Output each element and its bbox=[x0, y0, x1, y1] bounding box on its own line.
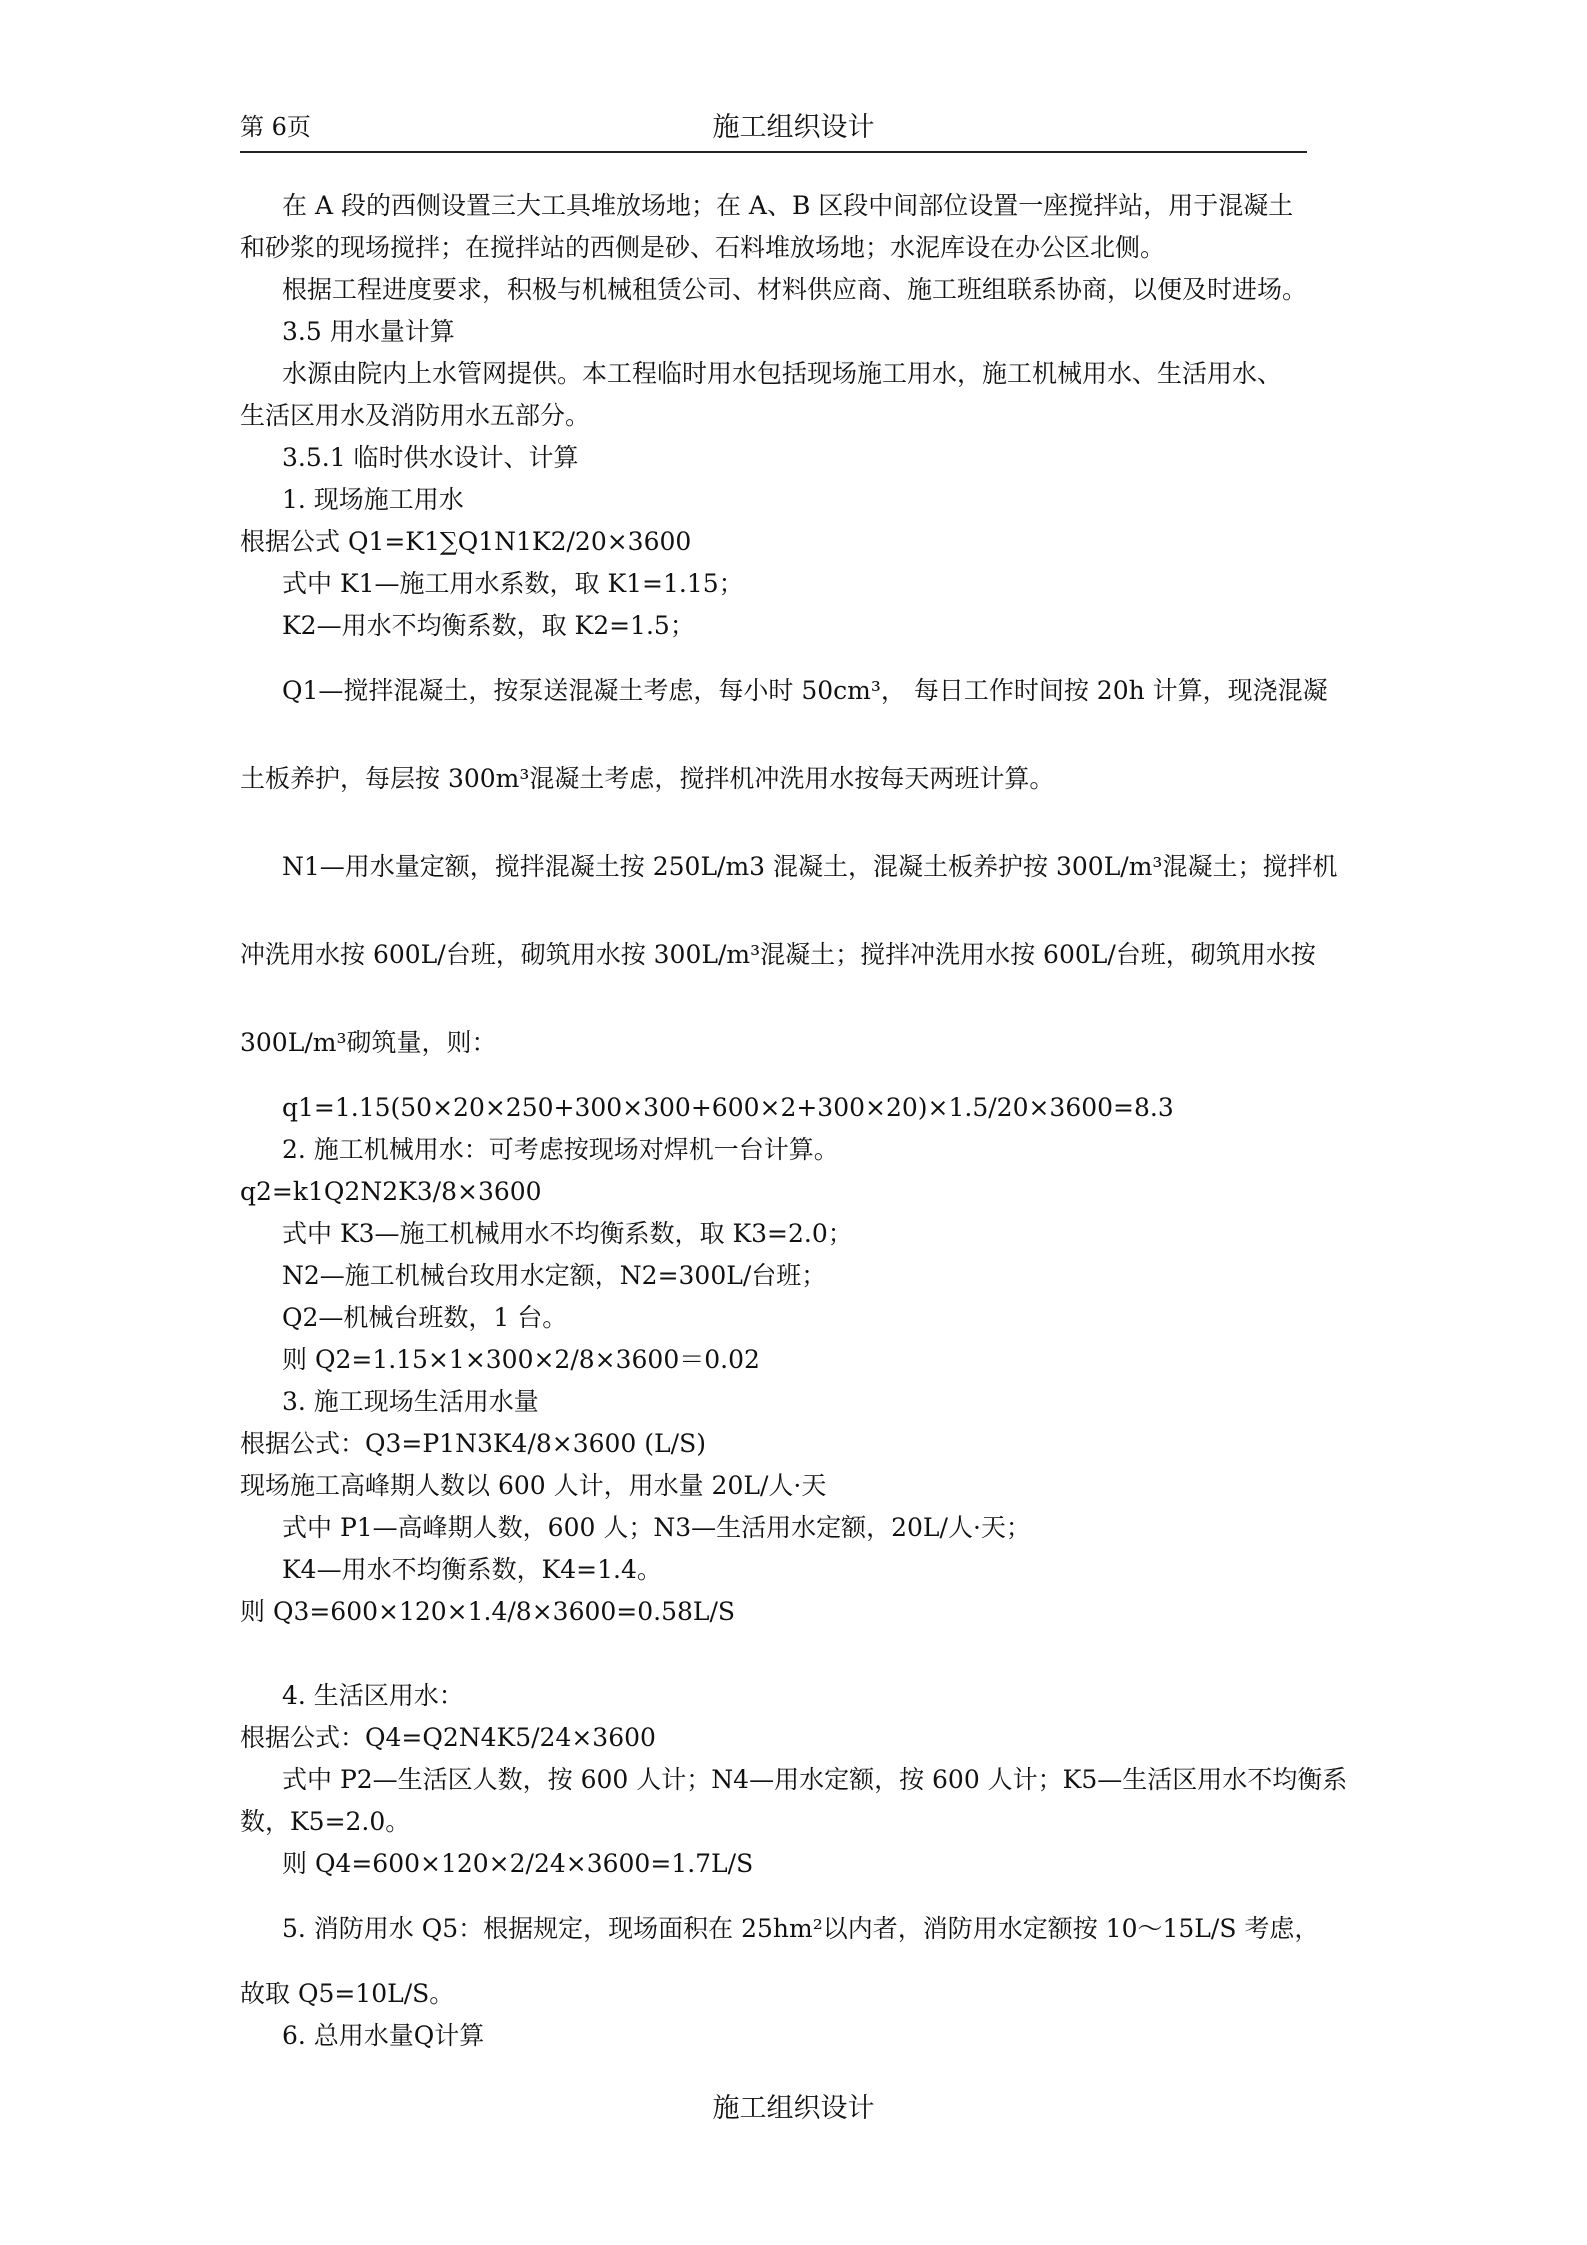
paragraph-line: 现场施工高峰期人数以 600 人计，用水量 20L/人·天 bbox=[240, 1471, 827, 1500]
page-number: 第 6页 bbox=[240, 113, 311, 141]
subsection-heading: 3.5.1 临时供水设计、计算 bbox=[282, 443, 579, 472]
paragraph-line: 数，K5=2.0。 bbox=[240, 1807, 411, 1836]
paragraph-line: 故取 Q5=10L/S。 bbox=[240, 1979, 455, 2008]
paragraph-line: 根据工程进度要求，积极与机械租赁公司、材料供应商、施工班组联系协商，以便及时进场。 bbox=[282, 275, 1308, 304]
paragraph-line: 水源由院内上水管网提供。本工程临时用水包括现场施工用水，施工机械用水、生活用水、 bbox=[282, 359, 1283, 388]
formula-line: 则 Q4=600×120×2/24×3600=1.7L/S bbox=[282, 1849, 754, 1878]
page-footer: 施工组织设计 bbox=[712, 2093, 875, 2124]
formula-line: 根据公式：Q3=P1N3K4/8×3600 (L/S) bbox=[240, 1429, 706, 1458]
formula-line: 根据公式：Q4=Q2N4K5/24×3600 bbox=[240, 1723, 656, 1752]
paragraph-line: 在 A 段的西侧设置三大工具堆放场地；在 A、B 区段中间部位设置一座搅拌站，用于混凝土 bbox=[282, 191, 1294, 220]
formula-line: 根据公式 Q1=K1∑Q1N1K2/20×3600 bbox=[240, 527, 692, 556]
formula-line: q1=1.15(50×20×250+300×300+600×2+300×20)×1.5/20×3600=8.3 bbox=[282, 1093, 1174, 1122]
item-heading: 1. 现场施工用水 bbox=[282, 485, 464, 514]
paragraph-line: Q1—搅拌混凝土，按泵送混凝土考虑，每小时 50cm³， 每日工作时间按 20h 计算，现浇混凝 bbox=[282, 676, 1328, 705]
item-heading: 4. 生活区用水： bbox=[282, 1681, 464, 1710]
paragraph-line: 300L/m³砌筑量，则： bbox=[240, 1028, 497, 1057]
paragraph-line: K4—用水不均衡系数，K4=1.4。 bbox=[282, 1555, 662, 1584]
formula-line: q2=k1Q2N2K3/8×3600 bbox=[240, 1177, 542, 1206]
paragraph-line: 5. 消防用水 Q5：根据规定，现场面积在 25hm²以内者，消防用水定额按 10～15L/S 考虑， bbox=[282, 1914, 1320, 1943]
paragraph-line: 生活区用水及消防用水五部分。 bbox=[240, 401, 591, 430]
paragraph-line: N1—用水量定额，搅拌混凝土按 250L/m3 混凝土，混凝土板养护按 300L/m³混凝土；搅拌机 bbox=[282, 852, 1338, 881]
paragraph-line: 式中 P1—高峰期人数，600 人；N3—生活用水定额，20L/人·天； bbox=[282, 1513, 1031, 1542]
paragraph-line: 式中 K1—施工用水系数，取 K1=1.15； bbox=[282, 569, 744, 598]
paragraph-line: K2—用水不均衡系数，取 K2=1.5； bbox=[282, 611, 695, 640]
paragraph-line: 和砂浆的现场搅拌；在搅拌站的西侧是砂、石料堆放场地；水泥库设在办公区北侧。 bbox=[240, 233, 1166, 262]
item-heading: 3. 施工现场生活用水量 bbox=[282, 1387, 539, 1416]
paragraph-line: 土板养护，每层按 300m³混凝土考虑，搅拌机冲洗用水按每天两班计算。 bbox=[240, 764, 1055, 793]
section-heading: 3.5 用水量计算 bbox=[282, 317, 455, 346]
body-text bbox=[240, 185, 1360, 2057]
header-rule bbox=[240, 151, 1307, 153]
header-title: 施工组织设计 bbox=[712, 112, 875, 143]
paragraph-line: 式中 K3—施工机械用水不均衡系数，取 K3=2.0； bbox=[282, 1219, 853, 1248]
formula-line: 则 Q3=600×120×1.4/8×3600=0.58L/S bbox=[240, 1597, 736, 1626]
blank-line bbox=[240, 1633, 1360, 1675]
item-heading: 6. 总用水量Q计算 bbox=[282, 2021, 485, 2050]
formula-line: 则 Q2=1.15×1×300×2/8×3600＝0.02 bbox=[282, 1345, 760, 1374]
paragraph-line: 式中 P2—生活区人数，按 600 人计；N4—用水定额，按 600 人计；K5—生活区用水不均衡系 bbox=[282, 1765, 1348, 1794]
paragraph-line: N2—施工机械台玫用水定额，N2=300L/台班； bbox=[282, 1261, 827, 1290]
paragraph-line: 冲洗用水按 600L/台班，砌筑用水按 300L/m³混凝土；搅拌冲洗用水按 600L/台班，砌筑用水按 bbox=[240, 940, 1316, 969]
paragraph-line: Q2—机械台班数，1 台。 bbox=[282, 1303, 568, 1332]
item-heading: 2. 施工机械用水：可考虑按现场对焊机一台计算。 bbox=[282, 1135, 839, 1164]
